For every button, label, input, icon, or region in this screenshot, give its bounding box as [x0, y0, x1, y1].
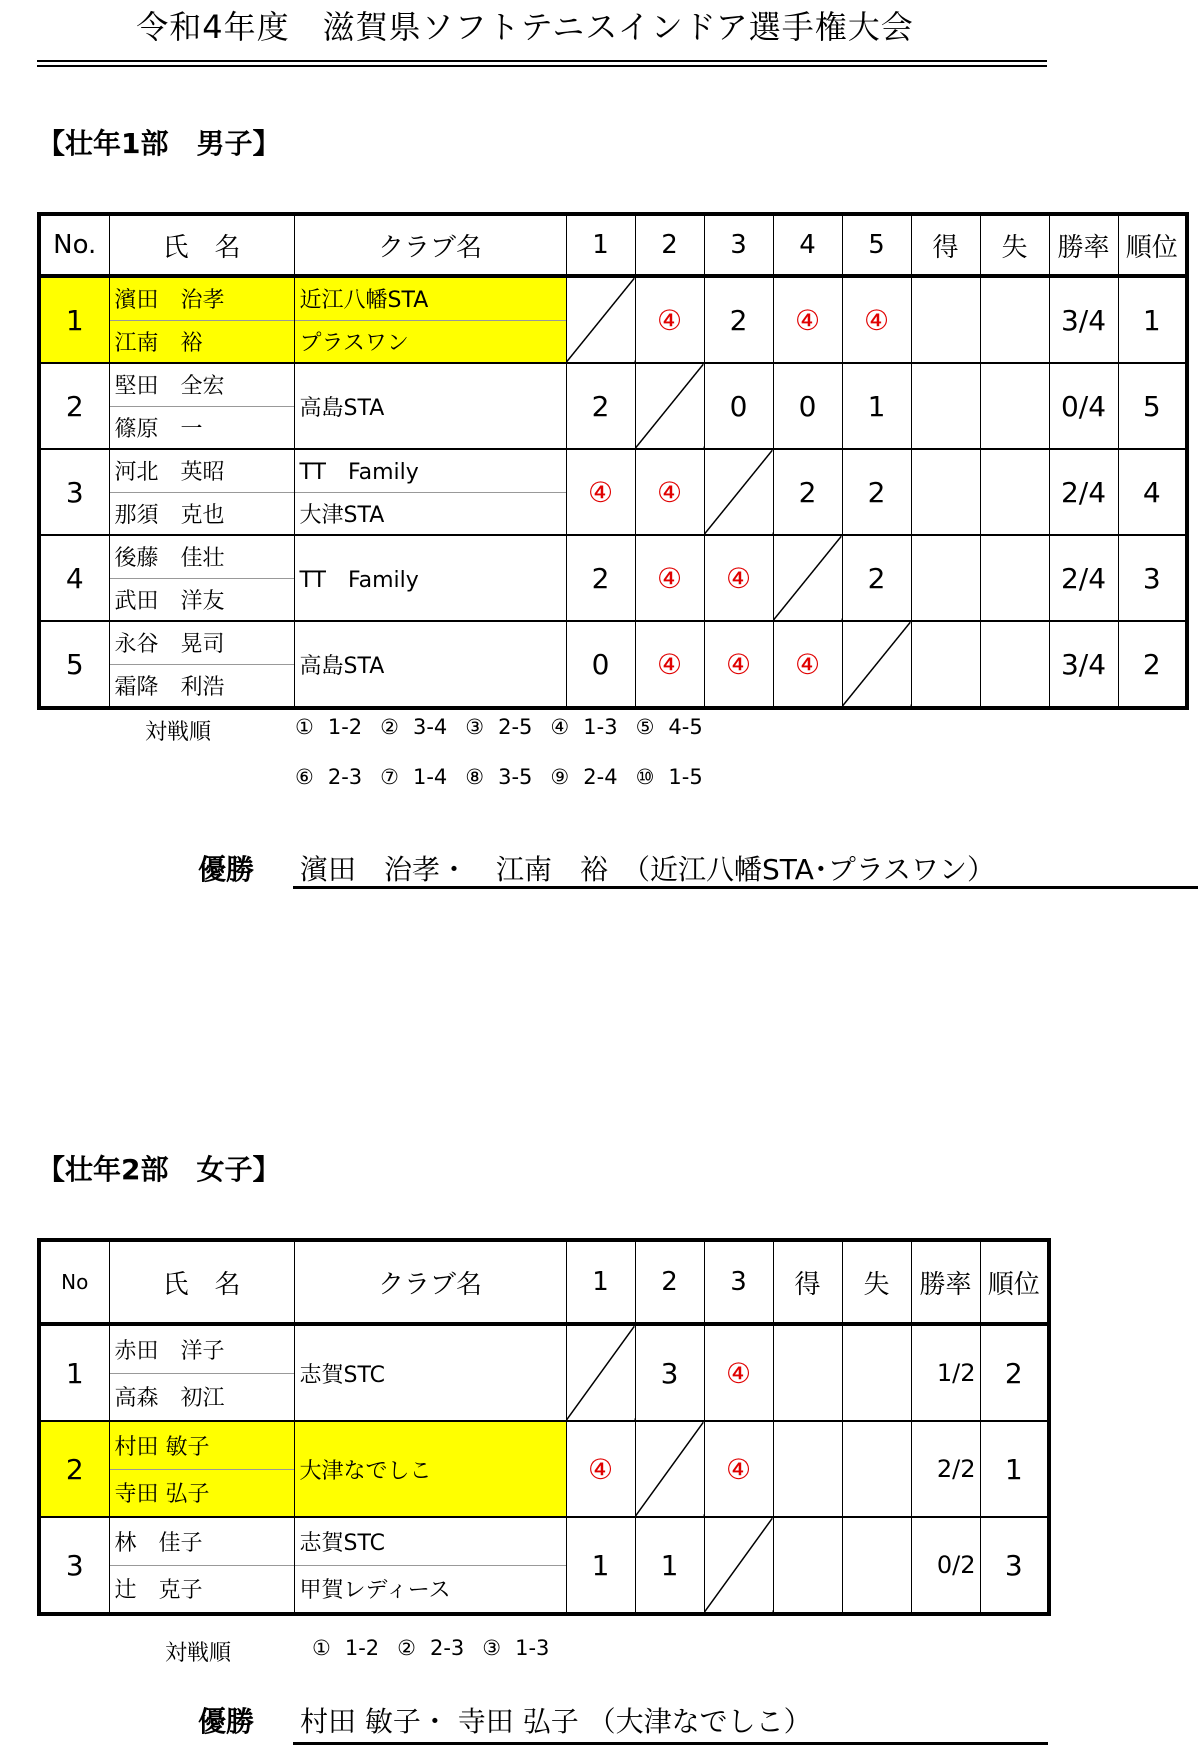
header-name: 氏 名	[109, 214, 294, 276]
match-pair: 1-2	[327, 715, 363, 739]
club-name: プラスワン	[295, 320, 566, 363]
player-name: 霜降 利浩	[110, 664, 294, 707]
header-opponent: 3	[704, 214, 773, 276]
match-number: ②	[397, 1636, 416, 1660]
match-number: ⑦	[380, 765, 399, 789]
header-no: No	[39, 1240, 109, 1324]
win-rate: 0/4	[1049, 363, 1118, 449]
rank: 2	[980, 1324, 1049, 1421]
match-order-item	[550, 715, 617, 739]
header-points-for: 得	[773, 1240, 842, 1324]
section-heading-women: 【壮年2部 女子】	[37, 1153, 281, 1186]
player-number: 1	[39, 1324, 109, 1421]
score-cell: ④	[704, 1324, 773, 1421]
win-rate: 1/2	[911, 1324, 980, 1421]
match-order-item	[482, 1636, 549, 1660]
score-cell: ④	[635, 535, 704, 621]
player-names	[109, 1517, 294, 1614]
score-cell: 2	[566, 535, 635, 621]
score-cell: 2	[773, 449, 842, 535]
player-name: 林 佳子	[114, 1530, 203, 1556]
match-number: ③	[482, 1636, 502, 1660]
score-cell: 1	[566, 1517, 635, 1614]
rank: 4	[1118, 449, 1187, 535]
header-points-against: 失	[842, 1240, 911, 1324]
player-name: 江南 裕	[110, 320, 294, 363]
points-for	[773, 1421, 842, 1517]
table-row	[39, 449, 1187, 535]
points-against	[980, 449, 1049, 535]
points-for	[773, 1517, 842, 1614]
match-pair: 2-3	[327, 765, 363, 789]
player-names	[109, 1421, 294, 1517]
table-row	[39, 1421, 1049, 1517]
document-title: 令和4年度 滋賀県ソフトテニスインドア選手権大会	[136, 8, 914, 46]
match-number: ⑩	[635, 765, 655, 789]
match-pair: 2-4	[583, 765, 618, 789]
player-number: 1	[39, 276, 109, 363]
player-name: 村田 敏子	[114, 1434, 210, 1460]
club-name: 高島STA	[299, 653, 385, 679]
player-name: 赤田 洋子	[114, 1338, 225, 1364]
club-names	[294, 1421, 566, 1517]
points-against	[980, 363, 1049, 449]
header-opponent: 2	[635, 214, 704, 276]
player-number: 5	[39, 621, 109, 708]
score-cell: ④	[704, 621, 773, 708]
header-name: 氏 名	[109, 1240, 294, 1324]
club-names	[294, 363, 566, 449]
match-order-item	[465, 715, 532, 739]
score-cell: ④	[704, 1421, 773, 1517]
table-row	[39, 363, 1187, 449]
match-pair: 3-5	[498, 765, 533, 789]
score-cell: 2	[842, 535, 911, 621]
match-order-item	[636, 715, 703, 739]
match-number: ①	[295, 715, 314, 739]
rank: 3	[1118, 535, 1187, 621]
match-order-item	[465, 765, 532, 789]
score-cell: ④	[566, 1421, 635, 1517]
header-no: No.	[39, 214, 109, 276]
header-club: クラブ名	[294, 1240, 566, 1324]
champion-label: 優勝	[198, 1705, 255, 1738]
score-cell: 0	[704, 363, 773, 449]
match-pair: 1-2	[344, 1636, 380, 1660]
score-cell: ④	[773, 621, 842, 708]
table-row	[39, 535, 1187, 621]
player-names	[109, 1324, 294, 1421]
champion-underline	[293, 886, 1198, 889]
score-cell: 2	[842, 449, 911, 535]
table-row	[39, 276, 1187, 363]
club-names	[294, 535, 566, 621]
match-order-item	[397, 1636, 464, 1660]
score-cell: ④	[635, 276, 704, 363]
match-order-item	[636, 765, 703, 789]
match-pair: 1-4	[412, 765, 448, 789]
points-for	[911, 276, 980, 363]
rank: 3	[980, 1517, 1049, 1614]
player-number: 2	[39, 363, 109, 449]
table-row	[39, 621, 1187, 708]
score-cell: 1	[635, 1517, 704, 1614]
match-order-item	[312, 1636, 379, 1660]
rank: 5	[1118, 363, 1187, 449]
score-cell: ④	[635, 449, 704, 535]
points-for	[773, 1324, 842, 1421]
header-opponent: 2	[635, 1240, 704, 1324]
points-against	[842, 1517, 911, 1614]
points-for	[911, 621, 980, 708]
points-against	[842, 1324, 911, 1421]
win-rate: 2/4	[1049, 449, 1118, 535]
rank: 1	[1118, 276, 1187, 363]
match-number: ⑧	[465, 765, 485, 789]
score-cell: ④	[773, 276, 842, 363]
header-points-for: 得	[911, 214, 980, 276]
player-name: 後藤 佳壮	[114, 546, 225, 572]
match-pair: 2-3	[429, 1636, 465, 1660]
club-name: 大津なでしこ	[299, 1458, 432, 1484]
self-match-cell	[773, 535, 842, 621]
club-name: 近江八幡STA	[299, 288, 429, 314]
player-name: 堅田 全宏	[114, 374, 225, 400]
match-order-item	[295, 715, 362, 739]
self-match-cell	[566, 1324, 635, 1421]
score-cell: ④	[635, 621, 704, 708]
points-for	[911, 535, 980, 621]
match-order-row	[295, 765, 721, 789]
header-win-rate: 勝率	[911, 1240, 980, 1324]
header-opponent: 1	[566, 1240, 635, 1324]
club-name: TT Family	[299, 567, 419, 593]
results-table-men	[37, 212, 1189, 710]
header-opponent: 1	[566, 214, 635, 276]
match-number: ②	[380, 715, 399, 739]
header-win-rate: 勝率	[1049, 214, 1118, 276]
points-for	[911, 363, 980, 449]
champion-label: 優勝	[198, 853, 255, 886]
club-name: 志賀STC	[299, 1362, 385, 1388]
score-cell: ④	[704, 535, 773, 621]
header-opponent: 5	[842, 214, 911, 276]
win-rate: 0/2	[911, 1517, 980, 1614]
player-number: 3	[39, 1517, 109, 1614]
header-rank: 順位	[980, 1240, 1049, 1324]
title-underline	[37, 60, 1047, 67]
player-name: 辻 克子	[110, 1565, 294, 1613]
score-cell: ④	[566, 449, 635, 535]
match-order-label: 対戦順	[165, 1641, 232, 1666]
self-match-cell	[704, 449, 773, 535]
score-cell: 2	[704, 276, 773, 363]
win-rate: 3/4	[1049, 621, 1118, 708]
match-number: ①	[312, 1636, 331, 1660]
match-pair: 2-5	[498, 715, 533, 739]
match-number: ⑤	[635, 715, 655, 739]
champion-text: 濱田 治孝・ 江南 裕 （近江八幡STA･プラスワン）	[300, 853, 996, 886]
club-names	[294, 449, 566, 535]
player-name: 濱田 治孝	[114, 288, 225, 314]
header-club: クラブ名	[294, 214, 566, 276]
match-pair: 3-4	[412, 715, 448, 739]
player-names	[109, 363, 294, 449]
points-against	[980, 535, 1049, 621]
rank: 2	[1118, 621, 1187, 708]
header-rank: 順位	[1118, 214, 1187, 276]
score-cell: 2	[566, 363, 635, 449]
club-names	[294, 1517, 566, 1614]
points-against	[842, 1421, 911, 1517]
self-match-cell	[842, 621, 911, 708]
header-opponent: 4	[773, 214, 842, 276]
score-cell: ④	[842, 276, 911, 363]
player-names	[109, 621, 294, 708]
score-cell: 3	[635, 1324, 704, 1421]
match-pair: 1-5	[668, 765, 703, 789]
club-names	[294, 1324, 566, 1421]
score-cell: 1	[842, 363, 911, 449]
match-pair: 1-3	[583, 715, 618, 739]
match-number: ④	[550, 715, 570, 739]
match-order-label: 対戦順	[145, 720, 212, 745]
match-number: ⑨	[550, 765, 570, 789]
player-name: 高森 初江	[110, 1373, 294, 1421]
self-match-cell	[635, 363, 704, 449]
club-names	[294, 276, 566, 363]
club-name: 高島STA	[299, 395, 385, 421]
club-name: 志賀STC	[299, 1530, 385, 1556]
player-names	[109, 276, 294, 363]
player-names	[109, 449, 294, 535]
champion-underline	[293, 1742, 1048, 1745]
player-name: 那須 克也	[110, 492, 294, 535]
match-order-row	[295, 715, 721, 739]
player-name: 篠原 一	[110, 406, 294, 449]
table-row	[39, 1324, 1049, 1421]
match-pair: 1-3	[515, 1636, 550, 1660]
player-name: 武田 洋友	[110, 578, 294, 621]
match-order-row	[312, 1636, 567, 1660]
champion-text: 村田 敏子・ 寺田 弘子 （大津なでしこ）	[300, 1705, 812, 1738]
win-rate: 2/2	[911, 1421, 980, 1517]
player-name: 永谷 晃司	[114, 632, 225, 658]
club-names	[294, 621, 566, 708]
points-for	[911, 449, 980, 535]
club-name: 大津STA	[295, 492, 566, 535]
rank: 1	[980, 1421, 1049, 1517]
match-number: ③	[465, 715, 485, 739]
self-match-cell	[566, 276, 635, 363]
match-pair: 4-5	[668, 715, 703, 739]
match-order-item	[295, 765, 362, 789]
score-cell: 0	[566, 621, 635, 708]
match-order-item	[550, 765, 617, 789]
player-number: 3	[39, 449, 109, 535]
player-name: 寺田 弘子	[110, 1469, 294, 1517]
match-order-item	[380, 765, 447, 789]
results-table-women	[37, 1238, 1051, 1616]
section-heading-men: 【壮年1部 男子】	[37, 127, 281, 160]
self-match-cell	[635, 1421, 704, 1517]
club-name: 甲賀レディース	[295, 1565, 566, 1613]
match-number: ⑥	[295, 765, 314, 789]
match-order-item	[380, 715, 447, 739]
club-name: TT Family	[299, 460, 419, 486]
table-row	[39, 1517, 1049, 1614]
points-against	[980, 276, 1049, 363]
player-names	[109, 535, 294, 621]
player-number: 4	[39, 535, 109, 621]
score-cell: 0	[773, 363, 842, 449]
win-rate: 2/4	[1049, 535, 1118, 621]
self-match-cell	[704, 1517, 773, 1614]
win-rate: 3/4	[1049, 276, 1118, 363]
player-name: 河北 英昭	[114, 460, 225, 486]
header-opponent: 3	[704, 1240, 773, 1324]
points-against	[980, 621, 1049, 708]
player-number: 2	[39, 1421, 109, 1517]
header-points-against: 失	[980, 214, 1049, 276]
